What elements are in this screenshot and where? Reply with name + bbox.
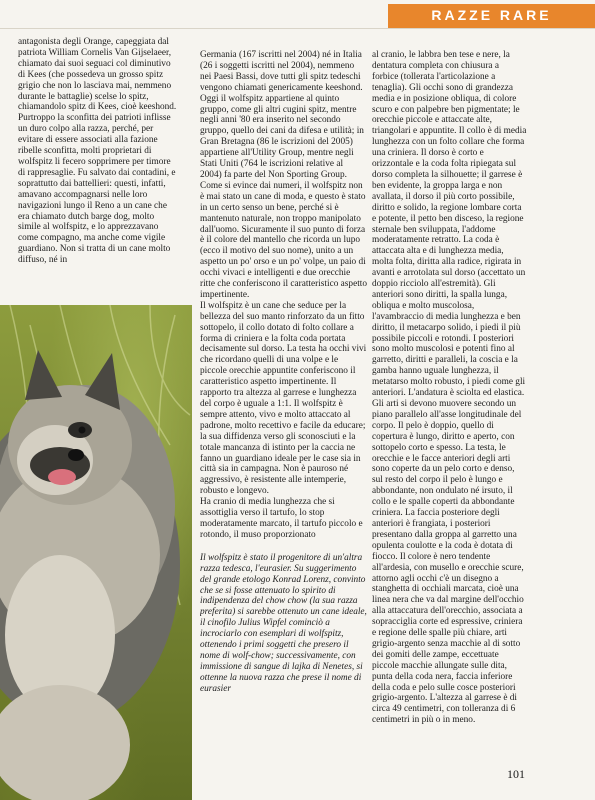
text-column-2 — [200, 50, 367, 750]
paragraph: antagonista degli Orange, capeggiata dal patriota William Cornelis Van Gijselaeer, chiamato dai suoi seguaci col diminutivo di Kees (che possedeva un grosso spitz grigio che non lo lasciava mai, nemmeno durante le battaglie) scelse lo spitz, chiamandolo spitz di Kees, cioè keeshond. Purtroppo la sconfitta dei patrioti inflisse un duro colpo alla razza, perché, per evitare di essere associati alla fazione ribelle sconfitta, molti proprietari di wolfspitz li fecero sopprimere per timore di rappresaglie. Fu salvato dai contadini, e soprattutto dai battellieri: questi, infatti, amavano accompagnarsi nelle loro navigazioni lungo il Reno a un cane che era chiamato dutch barge dog, molto simile al wolfspitz, e lo apprezzavano come compagno, ma anche come vigile guardiano. Non si tratta di un cane molto diffuso, né in — [18, 37, 177, 266]
wolfspitz-dog-photo — [0, 305, 192, 800]
paragraph: Ha cranio di media lunghezza che si assottiglia verso il tartufo, lo stop moderatamente marcato, il tartufo piccolo e rotondo, il muso proporzionato — [200, 497, 363, 540]
text-column-3 — [372, 50, 527, 750]
paragraph: Germania (167 iscritti nel 2004) né in Italia (26 i soggetti iscritti nel 2004), nemmeno nei Paesi Bassi, dove tutti gli spitz tedeschi vengono chiamati genericamente keeshond. Oggi il wolfspitz appartiene al quinto gruppo, come gli altri cugini spitz, mentre negli anni '80 era inserito nel secondo gruppo, quello dei cani da difesa e utilità; in Gran Bretagna (86 le iscrizioni del 2005) appartiene all'Utility Group, mentre negli Stati Uniti (764 le iscrizioni relative al 2004) fa parte del Non Sporting Group. Come si evince dai numeri, il wolfspitz non è mai stato un cane di moda, e questo è stato in un certo senso un bene, perché si è mantenuto naturale, non troppo manipolato dall'uomo. Sicuramente il suo punto di forza è il colore del mantello che ricorda un lupo (ecco il motivo del suo nome), unito a un aspetto un po' orso e un po' volpe, un paio di occhi vivaci e intelligenti e due orecchie ritte che conferiscono il caratteristico aspetto impertinente. — [200, 50, 367, 300]
section-header — [388, 4, 595, 28]
text-column-1 — [18, 37, 178, 302]
header-divider — [0, 28, 595, 29]
dog-illustration — [0, 305, 192, 800]
paragraph: Il wolfspitz è un cane che seduce per la bellezza del suo manto rinforzato da un fitto sottopelo, il collo dotato di folto collare a forma di criniera e la folta coda portata decisamente sul dorso. La testa ha occhi vivi che ricordano quelli di una volpe e le piccole orecchie appuntite conferiscono il caratteristico aspetto impertinente. Il rapporto tra altezza al garrese e lunghezza del corpo è uguale a 1:1. Il wolfspitz è sempre attento, vivo e molto attaccato al padrone, molto recettivo e facile da educare; la sua diffidenza verso gli sconosciuti e la totale mancanza di istinto per la caccia ne fanno un guardiano ideale per le case sia in città sia in campagna. Non è pauroso né aggressivo, è resistente alle intemperie, robusto e longevo. — [200, 300, 367, 497]
page-number: 101 — [507, 767, 525, 781]
paragraph: al cranio, le labbra ben tese e nere, la dentatura completa con chiusura a forbice (tollerata l'articolazione a tenaglia). Gli occhi sono di grandezza media e in posizione obliqua, di colore scuro e con palpebre ben pigmentate; le orecchie piccole e attaccate alte, triangolari e appuntite. Il collo è di media lunghezza con un folto collare che forma una criniera. Il dorso è corto e orizzontale e la coda folta ripiegata sul dorso completa la silhouette; il garrese è ben evidente, la groppa larga e non avallata, il dorso il più corto possibile, diritto e solido, la regione lombare corta e potente, il petto ben disceso, la regione sternale ben sviluppata, l'addome moderatamente retratto. La coda è attaccata alta e di lunghezza media, molta folta, diritta alla radice, rigirata in avanti e arrotolata sul dorso (accettato un doppio ricciolo all'estremità). Gli anteriori sono diritti, la spalla lunga, obliqua e molto muscolosa, l'avambraccio di media lunghezza e ben diritto, il metacarpo solido, i piedi il più possibile piccoli e rotondi. I posteriori sono molto muscolosi e potenti fino al garretto, diritti e paralleli, la coscia e la gamba hanno uguale lunghezza, il metatarso molto robusto, i piedi come gli anteriori. L'andatura è sciolta ed elastica. Gli arti si devono muovere secondo un piano parallelo all'asse longitudinale del corpo. Il pelo è doppio, quello di copertura è lungo, diritto e aperto, con sottopelo corto e spesso. La testa, le orecchie e le facce anteriori degli arti sono coperte da un pelo corto e denso, sul resto del corpo il pelo è lungo e abbondante, non ondulato né irsuto, il collo e le spalle coperti da abbondante criniera. La faccia posteriore degli anteriori è frangiata, i posteriori presentano dalla groppa al garretto una opulenta coulotte e la coda è dotata di fiocco. Il colore è nero tendente all'ardesia, con musello e orecchie scure, attorno agli occhi c'è un disegno a stanghetta di occhiali marcata, cioè una linea nera che va dal margine dell'occhio alla attaccatura dell'orecchio, associata a sopracciglia corte ed espressive, criniera e regione delle spalle più chiare, arti grigio-argento senza macchie al di sotto dei gomiti delle zampe, eccettuate piccole macchie allungate sulle dita, punta della coda nera, faccia inferiore della coda e pelo sulle cosce posteriori grigio-argento. L'altezza al garrese è di circa 49 centimetri, con tolleranza di 6 centimetri in più o in meno. — [372, 50, 527, 726]
section-title: RAZZE RARE — [431, 7, 552, 23]
photo-caption: Il wolfspitz è stato il progenitore di un'altra razza tedesca, l'eurasier. Su suggerimento del grande etologo Konrad Lorenz, convinto che se si fosse attenuato lo spirito di indipendenza del chow chow (la sua razza preferita) si sarebbe ottenuto un cane ideale, il cinofilo Julius Wipfel cominciò a incrociarlo con esemplari di wolfspitz, ottenendo i primi soggetti che presero il nome di wolf-chow; successivamente, con immissione di sangue di lajka di Nenetes, si ottenne la nuova razza che prese il nome di eurasier — [200, 552, 367, 694]
